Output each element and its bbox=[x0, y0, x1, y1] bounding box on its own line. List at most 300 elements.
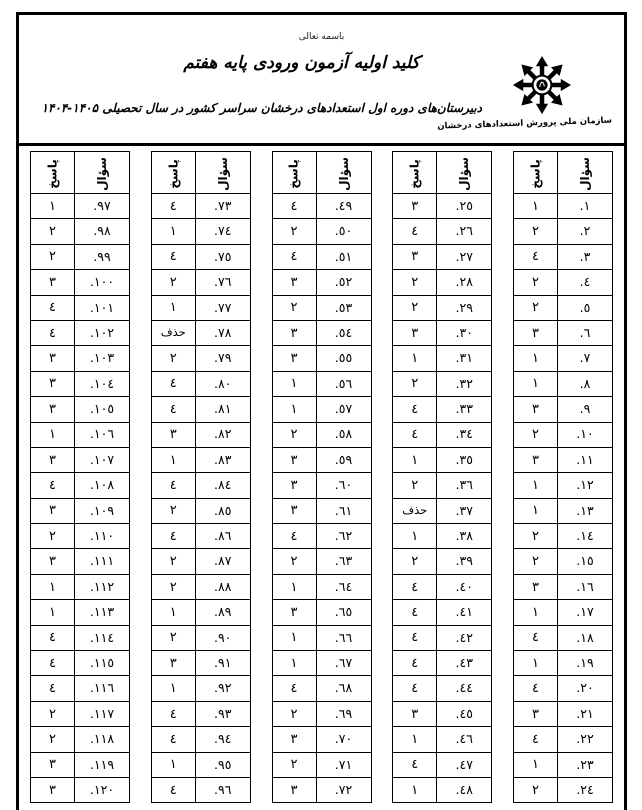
question-number: ٦٤. bbox=[316, 574, 371, 599]
answer-value: ١ bbox=[151, 447, 195, 472]
question-number: ٧٠. bbox=[316, 727, 371, 752]
question-number: ١٧. bbox=[558, 600, 613, 625]
answer-key-group-table bbox=[30, 151, 130, 803]
question-number: ٣٨. bbox=[437, 524, 492, 549]
answer-value: ١ bbox=[514, 498, 558, 523]
question-number: ٧٦. bbox=[195, 270, 250, 295]
answer-key-group-table bbox=[151, 151, 251, 803]
answer-value: ٤ bbox=[151, 727, 195, 752]
question-number: ٧٣. bbox=[195, 194, 250, 219]
table-row bbox=[272, 549, 371, 574]
question-number: ٣٣. bbox=[437, 397, 492, 422]
table-row bbox=[31, 219, 130, 244]
table-row bbox=[393, 473, 492, 498]
answer-value: ٤ bbox=[393, 651, 437, 676]
answer-value: ٣ bbox=[272, 270, 316, 295]
question-number: ١٠٨. bbox=[75, 473, 130, 498]
table-row bbox=[151, 498, 250, 523]
question-number: ٣٥. bbox=[437, 447, 492, 472]
table-row bbox=[272, 752, 371, 777]
answer-value: ٢ bbox=[393, 295, 437, 320]
answer-key-group-table bbox=[392, 151, 492, 803]
table-row bbox=[272, 194, 371, 219]
answer-value: ١ bbox=[272, 397, 316, 422]
answer-value: ٤ bbox=[31, 651, 75, 676]
answer-value: ٣ bbox=[31, 752, 75, 777]
table-row bbox=[393, 600, 492, 625]
answer-value: ٢ bbox=[272, 752, 316, 777]
table-row bbox=[272, 600, 371, 625]
answer-value: ٣ bbox=[514, 701, 558, 726]
answer-value: ٣ bbox=[31, 549, 75, 574]
answer-value: ٢ bbox=[151, 625, 195, 650]
question-number: ٧٨. bbox=[195, 320, 250, 345]
answer-value: ١ bbox=[514, 600, 558, 625]
question-number: ٤٩. bbox=[316, 194, 371, 219]
question-column-header bbox=[437, 152, 492, 194]
question-number: ٢٨. bbox=[437, 270, 492, 295]
answer-value: ٣ bbox=[31, 371, 75, 396]
table-row bbox=[31, 600, 130, 625]
question-number: ٩٠. bbox=[195, 625, 250, 650]
question-number: ٢٣. bbox=[558, 752, 613, 777]
table-row bbox=[31, 498, 130, 523]
answer-value: ٤ bbox=[151, 473, 195, 498]
question-number: ٥٧. bbox=[316, 397, 371, 422]
question-number: ٥٥. bbox=[316, 346, 371, 371]
answer-value: ٣ bbox=[393, 194, 437, 219]
answer-value: ٣ bbox=[31, 346, 75, 371]
table-row bbox=[31, 549, 130, 574]
table-row bbox=[272, 397, 371, 422]
answer-column-header bbox=[393, 152, 437, 194]
answer-value: ١ bbox=[31, 422, 75, 447]
table-row bbox=[514, 270, 613, 295]
table-row bbox=[393, 270, 492, 295]
organization-name: سازمان ملی پرورش استعدادهای درخشان bbox=[437, 115, 613, 132]
question-number: ٢٧. bbox=[437, 244, 492, 269]
answer-value: ٤ bbox=[393, 625, 437, 650]
answer-value: ١ bbox=[31, 194, 75, 219]
answer-value: ٢ bbox=[514, 777, 558, 802]
table-row bbox=[272, 244, 371, 269]
table-row bbox=[31, 270, 130, 295]
document-frame bbox=[16, 12, 627, 810]
answer-value: ٤ bbox=[393, 422, 437, 447]
table-row bbox=[393, 701, 492, 726]
answer-key-group-table bbox=[272, 151, 372, 803]
answer-value: ٣ bbox=[514, 320, 558, 345]
page-subtitle: دبیرستان‌های دوره اول استعدادهای درخشان سراسر کشور در سال تحصیلی ۱۴۰۵-۱۴۰۴ bbox=[41, 101, 482, 115]
answer-value: ٤ bbox=[514, 625, 558, 650]
answer-value: ١ bbox=[151, 600, 195, 625]
question-number: ٣٧. bbox=[437, 498, 492, 523]
answer-header-label: پاسخ bbox=[287, 159, 301, 189]
question-number: ٨٣. bbox=[195, 447, 250, 472]
table-row bbox=[31, 625, 130, 650]
answer-value: ٢ bbox=[514, 295, 558, 320]
question-number: ٩٣. bbox=[195, 701, 250, 726]
question-header-label: سؤال bbox=[94, 157, 109, 191]
question-number: ٩٨. bbox=[75, 219, 130, 244]
answer-key-group-table bbox=[513, 151, 613, 803]
answer-value: ١ bbox=[31, 600, 75, 625]
table-row bbox=[31, 346, 130, 371]
question-number: ١٠٥. bbox=[75, 397, 130, 422]
table-row bbox=[272, 346, 371, 371]
answer-value: ٣ bbox=[514, 447, 558, 472]
question-column-header bbox=[558, 152, 613, 194]
question-number: ٢٩. bbox=[437, 295, 492, 320]
answer-value: ٢ bbox=[151, 574, 195, 599]
table-row bbox=[272, 701, 371, 726]
answer-value: ٤ bbox=[31, 625, 75, 650]
question-number: ١٠. bbox=[558, 422, 613, 447]
question-number: ٨٦. bbox=[195, 524, 250, 549]
question-number: ٣١. bbox=[437, 346, 492, 371]
table-row bbox=[393, 219, 492, 244]
question-number: ٣٠. bbox=[437, 320, 492, 345]
answer-value: ٤ bbox=[151, 701, 195, 726]
answer-value: ١ bbox=[514, 473, 558, 498]
answer-value: ١ bbox=[393, 777, 437, 802]
question-number: ٦٢. bbox=[316, 524, 371, 549]
table-row bbox=[514, 524, 613, 549]
question-number: ٣٤. bbox=[437, 422, 492, 447]
question-number: ١٢. bbox=[558, 473, 613, 498]
answer-value: ١ bbox=[514, 752, 558, 777]
answer-value: حذف bbox=[151, 320, 195, 345]
question-number: ٨٤. bbox=[195, 473, 250, 498]
table-row bbox=[151, 752, 250, 777]
answer-value: ٣ bbox=[272, 447, 316, 472]
table-row bbox=[151, 549, 250, 574]
answer-value: ٣ bbox=[393, 244, 437, 269]
answer-header-label: پاسخ bbox=[407, 159, 422, 189]
table-row bbox=[272, 422, 371, 447]
header-row bbox=[151, 152, 250, 194]
table-row bbox=[31, 777, 130, 802]
question-number: ٣٢. bbox=[437, 371, 492, 396]
question-number: ٩٦. bbox=[195, 777, 250, 802]
table-row bbox=[31, 524, 130, 549]
answer-value: ١ bbox=[272, 625, 316, 650]
question-number: ٧٩. bbox=[195, 346, 250, 371]
question-number: ٥. bbox=[558, 295, 613, 320]
answer-value: ٤ bbox=[393, 397, 437, 422]
table-row bbox=[272, 219, 371, 244]
question-number: ٦٩. bbox=[316, 701, 371, 726]
table-row bbox=[514, 320, 613, 345]
table-row bbox=[514, 600, 613, 625]
answer-value: ١ bbox=[514, 194, 558, 219]
table-row bbox=[151, 524, 250, 549]
question-number: ١٠١. bbox=[75, 295, 130, 320]
table-row bbox=[272, 447, 371, 472]
question-number: ١٠٢. bbox=[75, 320, 130, 345]
table-row bbox=[393, 752, 492, 777]
question-number: ٧١. bbox=[316, 752, 371, 777]
table-row bbox=[272, 270, 371, 295]
table-row bbox=[151, 651, 250, 676]
question-number: ١٠٤. bbox=[75, 371, 130, 396]
answer-value: ٣ bbox=[272, 346, 316, 371]
answer-value: ٣ bbox=[31, 777, 75, 802]
question-number: ١١٨. bbox=[75, 727, 130, 752]
question-number: ١١٤. bbox=[75, 625, 130, 650]
answer-value: ٤ bbox=[514, 727, 558, 752]
table-row bbox=[393, 397, 492, 422]
question-number: ٢. bbox=[558, 219, 613, 244]
table-row bbox=[514, 219, 613, 244]
question-number: ٤٠. bbox=[437, 574, 492, 599]
table-row bbox=[31, 651, 130, 676]
table-row bbox=[151, 371, 250, 396]
question-number: ٤١. bbox=[437, 600, 492, 625]
question-number: ١١١. bbox=[75, 549, 130, 574]
answer-value: ٢ bbox=[151, 498, 195, 523]
question-header-label: سؤال bbox=[215, 157, 230, 191]
table-row bbox=[272, 524, 371, 549]
table-row bbox=[151, 219, 250, 244]
answer-value: ٣ bbox=[514, 397, 558, 422]
answer-value: ٢ bbox=[514, 219, 558, 244]
question-number: ٥٣. bbox=[316, 295, 371, 320]
question-number: ٣٦. bbox=[437, 473, 492, 498]
question-number: ٦٠. bbox=[316, 473, 371, 498]
answer-value: ٤ bbox=[272, 524, 316, 549]
table-row bbox=[272, 473, 371, 498]
question-number: ٥٦. bbox=[316, 371, 371, 396]
table-row bbox=[393, 320, 492, 345]
table-row bbox=[514, 295, 613, 320]
answer-value: ٣ bbox=[514, 574, 558, 599]
table-row bbox=[393, 194, 492, 219]
answer-value: ٢ bbox=[514, 270, 558, 295]
question-number: ٤٦. bbox=[437, 727, 492, 752]
table-row bbox=[151, 574, 250, 599]
answer-value: ٢ bbox=[272, 295, 316, 320]
answer-value: ١ bbox=[272, 371, 316, 396]
table-row bbox=[31, 397, 130, 422]
answer-value: ٣ bbox=[272, 727, 316, 752]
organization-logo bbox=[437, 55, 613, 132]
table-row bbox=[31, 752, 130, 777]
answer-value: ٤ bbox=[393, 676, 437, 701]
answer-value: ٢ bbox=[31, 524, 75, 549]
answer-value: ١ bbox=[393, 524, 437, 549]
answer-value: ٤ bbox=[151, 244, 195, 269]
table-row bbox=[514, 346, 613, 371]
table-row bbox=[151, 625, 250, 650]
table-row bbox=[31, 194, 130, 219]
answer-value: ٤ bbox=[393, 600, 437, 625]
question-header-label: سؤال bbox=[457, 157, 472, 191]
question-number: ١٠٣. bbox=[75, 346, 130, 371]
table-row bbox=[272, 676, 371, 701]
answer-value: ١ bbox=[31, 574, 75, 599]
answer-value: ٤ bbox=[151, 777, 195, 802]
question-number: ١٠٠. bbox=[75, 270, 130, 295]
question-number: ٨٢. bbox=[195, 422, 250, 447]
table-row bbox=[514, 549, 613, 574]
question-number: ٢٤. bbox=[558, 777, 613, 802]
answer-key-columns bbox=[30, 151, 613, 803]
table-row bbox=[514, 777, 613, 802]
answer-value: ٢ bbox=[31, 244, 75, 269]
header-divider bbox=[18, 143, 625, 146]
answer-value: ٣ bbox=[272, 600, 316, 625]
answer-value: ٣ bbox=[31, 270, 75, 295]
table-row bbox=[514, 422, 613, 447]
question-number: ٣٩. bbox=[437, 549, 492, 574]
table-row bbox=[514, 371, 613, 396]
question-number: ١٩. bbox=[558, 651, 613, 676]
table-row bbox=[151, 422, 250, 447]
question-number: ١٨. bbox=[558, 625, 613, 650]
question-number: ٦. bbox=[558, 320, 613, 345]
question-number: ٤٧. bbox=[437, 752, 492, 777]
question-number: ٨٩. bbox=[195, 600, 250, 625]
question-number: ٦٦. bbox=[316, 625, 371, 650]
question-number: ٧٧. bbox=[195, 295, 250, 320]
table-row bbox=[393, 244, 492, 269]
question-number: ١٣. bbox=[558, 498, 613, 523]
table-row bbox=[393, 295, 492, 320]
header-row bbox=[31, 152, 130, 194]
answer-value: ٣ bbox=[393, 701, 437, 726]
question-number: ٧. bbox=[558, 346, 613, 371]
table-row bbox=[31, 295, 130, 320]
answer-value: ٢ bbox=[393, 270, 437, 295]
question-number: ٥٢. bbox=[316, 270, 371, 295]
table-row bbox=[393, 371, 492, 396]
header-row bbox=[514, 152, 613, 194]
answer-value: ١ bbox=[514, 371, 558, 396]
answer-value: ٢ bbox=[272, 549, 316, 574]
answer-column-header bbox=[151, 152, 195, 194]
question-number: ١٥. bbox=[558, 549, 613, 574]
table-row bbox=[31, 447, 130, 472]
table-row bbox=[272, 625, 371, 650]
table-row bbox=[151, 346, 250, 371]
question-column-header bbox=[195, 152, 250, 194]
table-row bbox=[151, 777, 250, 802]
answer-value: ٤ bbox=[272, 676, 316, 701]
table-row bbox=[151, 600, 250, 625]
table-row bbox=[514, 574, 613, 599]
table-row bbox=[514, 473, 613, 498]
answer-value: ٢ bbox=[272, 422, 316, 447]
table-row bbox=[514, 752, 613, 777]
table-row bbox=[393, 422, 492, 447]
answer-value: ٤ bbox=[151, 194, 195, 219]
question-number: ٨١. bbox=[195, 397, 250, 422]
answer-value: ٣ bbox=[272, 777, 316, 802]
page-title: کلید اولیه آزمون ورودی پایه هفتم bbox=[183, 53, 420, 73]
answer-value: ١ bbox=[514, 651, 558, 676]
question-number: ٥٨. bbox=[316, 422, 371, 447]
answer-column-header bbox=[514, 152, 558, 194]
answer-header-label: پاسخ bbox=[166, 159, 181, 189]
answer-value: ٢ bbox=[31, 219, 75, 244]
question-number: ٩٤. bbox=[195, 727, 250, 752]
question-number: ٧٤. bbox=[195, 219, 250, 244]
answer-value: ٢ bbox=[514, 549, 558, 574]
answer-value: ٤ bbox=[514, 244, 558, 269]
question-number: ١١٦. bbox=[75, 676, 130, 701]
answer-value: ٢ bbox=[393, 473, 437, 498]
table-row bbox=[272, 295, 371, 320]
table-row bbox=[31, 574, 130, 599]
table-row bbox=[151, 320, 250, 345]
answer-value: ٢ bbox=[393, 549, 437, 574]
question-number: ٤٨. bbox=[437, 777, 492, 802]
question-number: ٢٢. bbox=[558, 727, 613, 752]
answer-value: ٢ bbox=[514, 524, 558, 549]
answer-value: ١ bbox=[151, 295, 195, 320]
question-number: ٩٢. bbox=[195, 676, 250, 701]
answer-value: ١ bbox=[272, 574, 316, 599]
table-row bbox=[514, 397, 613, 422]
table-row bbox=[31, 320, 130, 345]
question-number: ١١. bbox=[558, 447, 613, 472]
answer-value: ١ bbox=[151, 676, 195, 701]
answer-column-header bbox=[31, 152, 75, 194]
question-number: ١١٣. bbox=[75, 600, 130, 625]
answer-value: ٣ bbox=[31, 397, 75, 422]
question-number: ٨٥. bbox=[195, 498, 250, 523]
question-number: ٩١. bbox=[195, 651, 250, 676]
question-number: ١٠٧. bbox=[75, 447, 130, 472]
table-row bbox=[514, 194, 613, 219]
question-number: ٦٧. bbox=[316, 651, 371, 676]
table-row bbox=[393, 727, 492, 752]
table-row bbox=[272, 371, 371, 396]
answer-value: ٢ bbox=[31, 701, 75, 726]
question-number: ٨٨. bbox=[195, 574, 250, 599]
answer-value: ٤ bbox=[151, 524, 195, 549]
question-number: ١١٥. bbox=[75, 651, 130, 676]
answer-value: ٢ bbox=[393, 371, 437, 396]
answer-value: ٣ bbox=[272, 320, 316, 345]
question-number: ٤. bbox=[558, 270, 613, 295]
answer-value: ١ bbox=[393, 727, 437, 752]
answer-header-label: پاسخ bbox=[528, 159, 543, 189]
table-row bbox=[393, 651, 492, 676]
table-row bbox=[151, 244, 250, 269]
table-row bbox=[393, 676, 492, 701]
question-number: ٥٩. bbox=[316, 447, 371, 472]
table-row bbox=[393, 346, 492, 371]
answer-value: ٣ bbox=[393, 320, 437, 345]
answer-value: ١ bbox=[272, 651, 316, 676]
answer-value: ٣ bbox=[31, 447, 75, 472]
question-number: ٩. bbox=[558, 397, 613, 422]
header-row bbox=[272, 152, 371, 194]
table-row bbox=[514, 244, 613, 269]
answer-value: ٢ bbox=[151, 270, 195, 295]
answer-value: ٤ bbox=[151, 397, 195, 422]
sampad-star-icon bbox=[512, 55, 572, 115]
answer-value: ١ bbox=[393, 346, 437, 371]
answer-value: ٤ bbox=[393, 219, 437, 244]
answer-header-label: پاسخ bbox=[45, 159, 60, 189]
answer-value: ٢ bbox=[151, 346, 195, 371]
header-row bbox=[393, 152, 492, 194]
answer-value: ٢ bbox=[514, 422, 558, 447]
table-row bbox=[514, 498, 613, 523]
